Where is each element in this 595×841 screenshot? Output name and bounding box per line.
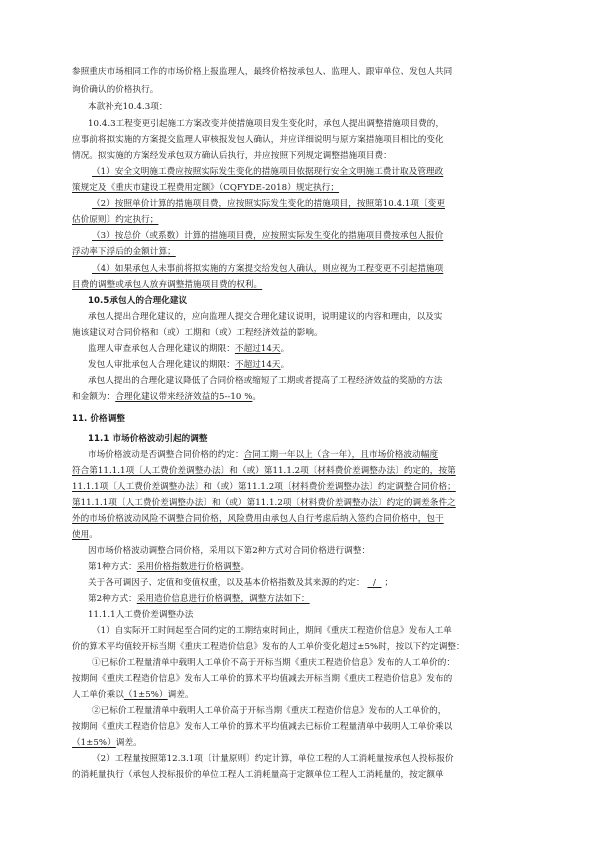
underlined-text: 11.1.1项〔人工费价差调整办法〕和（或）第11.1.2项〔材料费价差调整办法〕约定调整合同价格； bbox=[72, 482, 456, 492]
text-line bbox=[72, 513, 532, 526]
text-line: 应事前将拟实施的方案提交监理人审核报发包人确认，并应详细说明与原方案措施项目相比的变化 bbox=[72, 135, 444, 145]
text-line: 承包人提出的合理化建议降低了合同价格或缩短了工期或者提高了工程经济效益的奖励的方法 bbox=[88, 376, 443, 386]
text-line: 监理人审查承包人合理化建议的期限：不超过14天。 bbox=[88, 344, 290, 354]
text-line: 本款补充10.4.3项： bbox=[88, 102, 168, 112]
text-line bbox=[72, 214, 532, 227]
underlined-text: 合同工期一年以上（含一年），且市场价格波动幅度 bbox=[243, 450, 439, 460]
text-line bbox=[72, 246, 532, 259]
text-line: 施该建议对合同价格和（或）工期和（或）工程经济效益的影响。 bbox=[72, 328, 323, 338]
text-line: 价的算术平均值较开标当期《重庆工程造价信息》发布的人工单价变化超过±5%时，按以下约定调整： bbox=[72, 642, 465, 652]
text-line bbox=[72, 481, 532, 494]
underlined-text: 合理化建议带来经济效益的5--10 % bbox=[115, 392, 253, 402]
underlined-text: 外的市场价格波动风险不调整合同价格，风险费用由承包人自行考虑后纳入签约合同价格中，包干 bbox=[72, 514, 444, 524]
text-line: 按期间《重庆工程造价信息》发布人工单价的算术平均值减去已标价工程量清单中载明人工单价乘以 bbox=[72, 722, 453, 732]
text-line: 关于各可调因子、定值和变值权重，以及基本价格指数及其来源的约定： / ； bbox=[88, 578, 393, 588]
text-line: 发包人审批承包人合理化建议的期限：不超过14天。 bbox=[88, 360, 290, 370]
underlined-text: 策规定及《重庆市建设工程费用定额》（CQFYDE-2018）规定执行； bbox=[72, 183, 340, 193]
section-heading: 11. 价格调整 bbox=[72, 414, 125, 424]
text-line bbox=[92, 166, 532, 179]
underlined-text: / bbox=[372, 578, 376, 588]
text-line: 使用。 bbox=[72, 530, 98, 540]
underlined-text: 估价原则〕约定执行； bbox=[72, 215, 159, 225]
underlined-text: 第11.1.1项〔人工费价差调整办法〕和（或）第11.1.2项〔材料费价差调整办法〕约定的调差条件之 bbox=[72, 498, 456, 508]
underlined-text: 浮动率下浮后的金额计算； bbox=[72, 247, 176, 257]
text-line: 按期间《重庆工程造价信息》发布人工单价的算术平均值减去开标当期《重庆工程造价信息》发布的 bbox=[72, 674, 453, 684]
text-line bbox=[72, 279, 532, 292]
underlined-text: 采用造价信息进行价格调整，调整方法如下： bbox=[136, 594, 310, 604]
text-line: ②已标价工程量清单中载明人工单价高于开标当期《重庆工程造价信息》发布的人工单价的， bbox=[92, 706, 447, 716]
underlined-text: （4）如果承包人未事前将拟实施的方案提交给发包人确认，则应视为工程变更不引起措施项 bbox=[92, 264, 444, 274]
text-line: 承包人提出合理化建议的，应向监理人提交合理化建议说明，说明建议的内容和理由，以及实 bbox=[88, 312, 443, 322]
text-line bbox=[92, 230, 532, 243]
underlined-text: （3）按总价（或系数）计算的措施项目费，应按照实际发生变化的措施项目费按承包人报价 bbox=[92, 231, 444, 241]
subsection-heading: 11.1 市场价格波动引起的调整 bbox=[88, 434, 208, 444]
text-line: ①已标价工程量清单中载明人工单价不高于开标当期《重庆工程造价信息》发布的人工单价的： bbox=[92, 658, 456, 668]
underlined-text: 不超过14天 bbox=[234, 360, 281, 370]
underlined-text: （2）按照单价计算的措施项目费，应按照实际发生变化的措施项目，按照第10.4.1项〔变更 bbox=[92, 199, 445, 209]
underlined-text: （1±5%） bbox=[123, 690, 168, 700]
text-line: 参照重庆市场相同工作的市场价格上报监理人，最终价格按承包人、监理人、跟审单位、发包人共同 bbox=[72, 67, 453, 77]
underlined-text: 使用 bbox=[72, 530, 90, 540]
text-line bbox=[72, 497, 532, 510]
text-line bbox=[92, 263, 532, 276]
text-line: 第1种方式：采用价格指数进行价格调整。 bbox=[88, 562, 250, 572]
text-line: 11.1.1人工费价差调整办法 bbox=[88, 610, 194, 620]
text-line: 询价确认的价格执行。 bbox=[72, 85, 159, 95]
text-line bbox=[72, 182, 532, 195]
text-line: 和金额为：合理化建议带来经济效益的5--10 %。 bbox=[72, 392, 262, 402]
underlined-text: （1）安全文明施工费应按照实际发生变化的措施项目依据现行安全文明施工费计取及管理政 bbox=[92, 167, 444, 177]
underlined-text: 符合第11.1.1项〔人工费价差调整办法〕和（或）第11.1.2项〔材料费价差调整办法〕约定的，按第 bbox=[72, 466, 456, 476]
underlined-text: 不超过14天 bbox=[234, 344, 281, 354]
text-line: 人工单价乘以（1±5%）调差。 bbox=[72, 690, 194, 700]
underlined-text: 采用价格指数进行价格调整 bbox=[136, 562, 241, 572]
underlined-text: （1±5%） bbox=[72, 738, 116, 748]
text-line: 的消耗量执行（承包人投标报价的单位工程人工消耗量高于定额单位工程人工消耗量的，按定额单 bbox=[72, 770, 444, 780]
section-heading: 10.5承包人的合理化建议 bbox=[88, 296, 188, 306]
text-line: （2）工程量按照第12.3.1项〔计量原则〕约定计算，单位工程的人工消耗量按承包人投标报价 bbox=[92, 754, 454, 764]
text-line: 因市场价格波动调整合同价格，采用以下第2种方式对合同价格进行调整： bbox=[88, 546, 371, 556]
text-line: 情况。拟实施的方案经发承包双方确认后执行，并应按照下列规定调整措施项目费： bbox=[72, 151, 392, 161]
underlined-text: 目费的调整或承包人放弃调整措施项目费的权利。 bbox=[72, 280, 263, 290]
text-line: 10.4.3工程变更引起施工方案改变并使措施项目发生变化时，承包人提出调整措施项目费的， bbox=[88, 119, 445, 129]
text-line bbox=[72, 465, 532, 478]
text-line: （1±5%）调差。 bbox=[72, 738, 142, 748]
text-line: 第2种方式：采用造价信息进行价格调整，调整方法如下： bbox=[88, 594, 310, 604]
text-line: （1）自实际开工时间起至合同约定的工期结束时间止，期间《重庆工程造价信息》发布人工单 bbox=[92, 626, 452, 636]
text-line bbox=[92, 198, 532, 211]
text-line: 市场价格波动是否调整合同价格的约定：合同工期一年以上（含一年），且市场价格波动幅度 bbox=[88, 450, 439, 460]
